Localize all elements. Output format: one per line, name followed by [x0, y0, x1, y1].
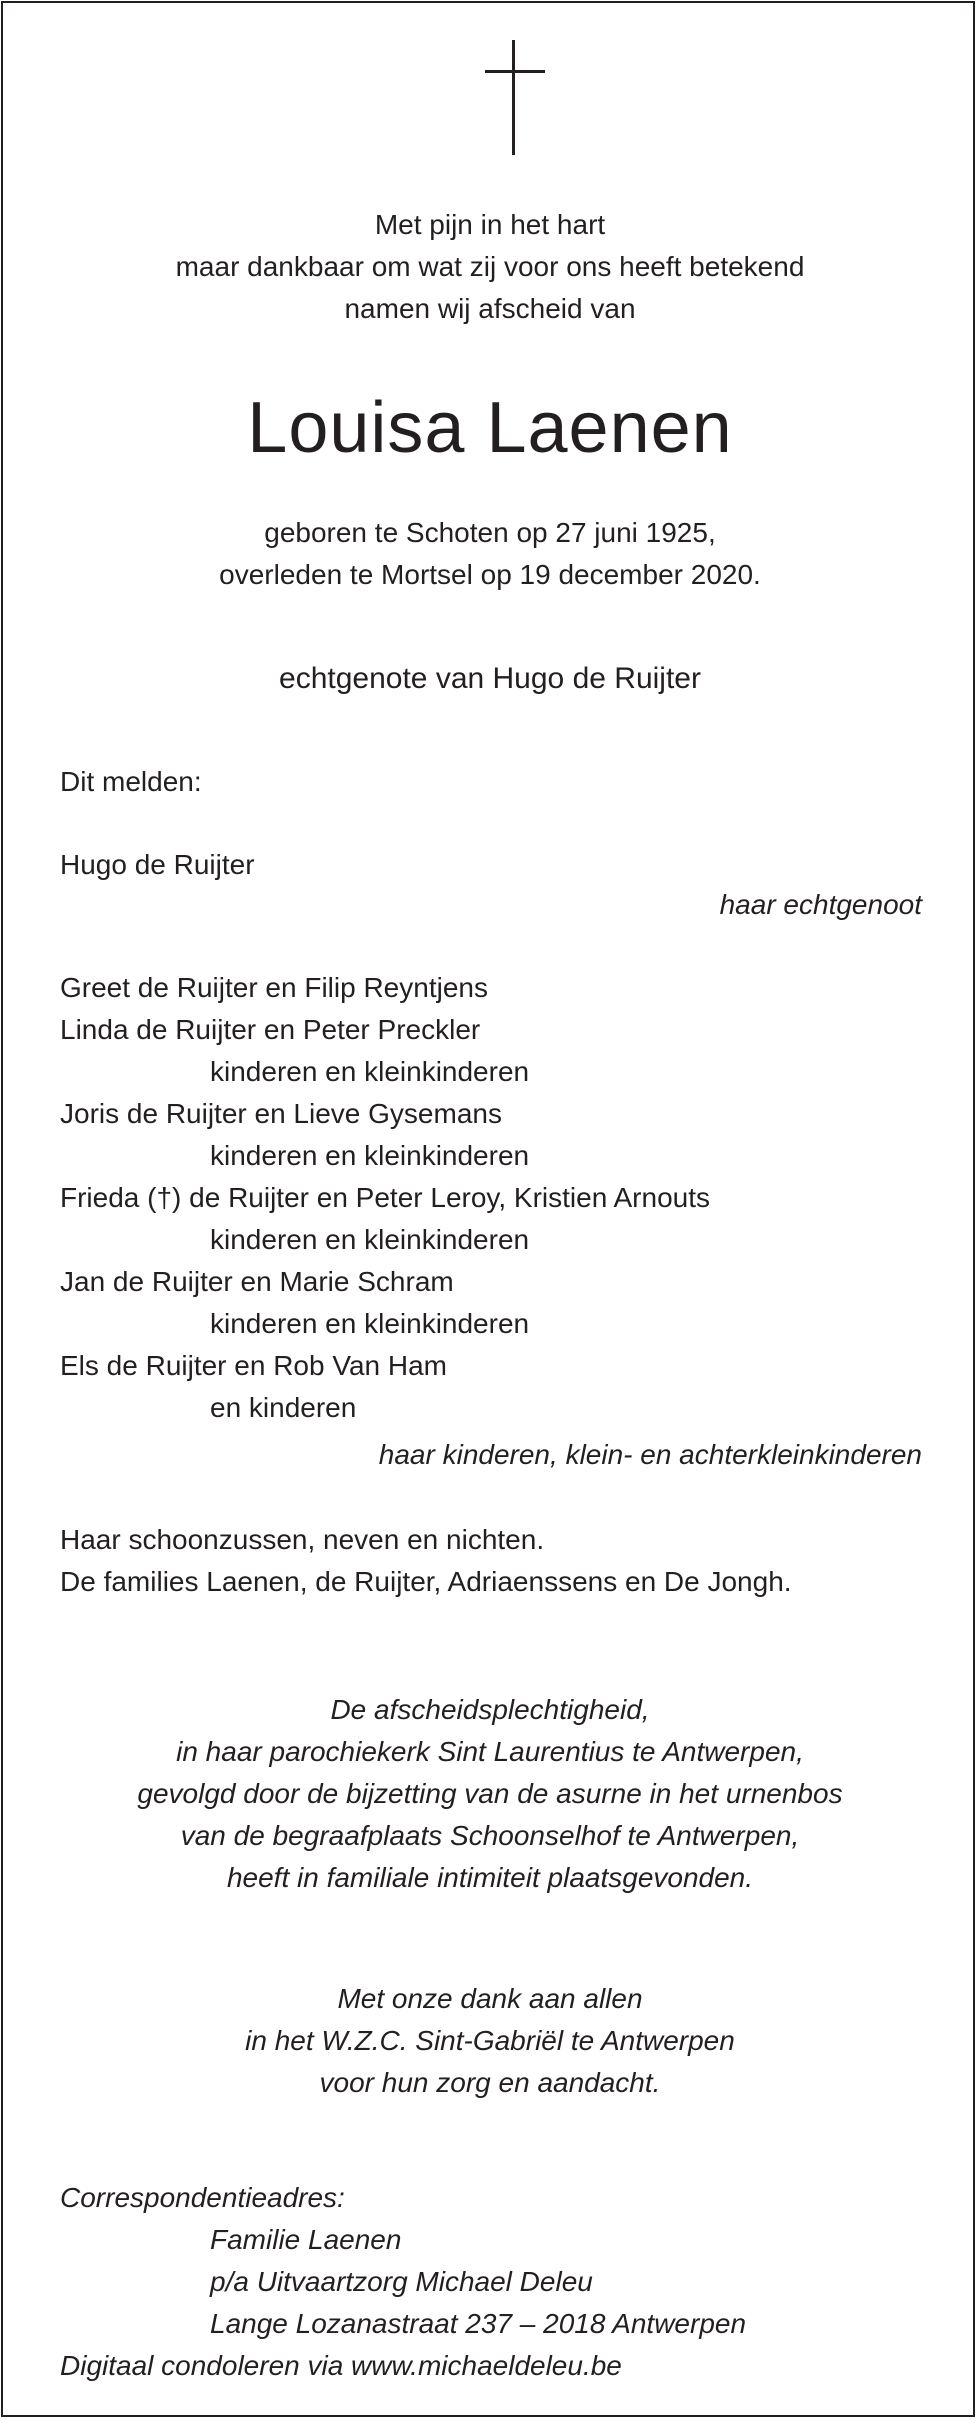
relatives-line-2: De families Laenen, de Ruijter, Adriaenssens en De Jongh.	[60, 1566, 792, 1597]
descendants-note: kinderen en kleinkinderen	[210, 1224, 530, 1255]
descendants-note: kinderen en kleinkinderen	[210, 1140, 530, 1171]
husband-role: haar echtgenoot	[719, 889, 922, 920]
deceased-name: Louisa Laenen	[247, 388, 733, 468]
children-role: haar kinderen, klein- en achterkleinkinderen	[378, 1439, 922, 1470]
ceremony-line-1: De afscheidsplechtigheid,	[330, 1694, 650, 1725]
descendants-note: kinderen en kleinkinderen	[210, 1308, 530, 1339]
child-couple: Linda de Ruijter en Peter Preckler	[60, 1014, 481, 1045]
relatives-line-1: Haar schoonzussen, neven en nichten.	[60, 1524, 545, 1555]
thanks-line-2: in het W.Z.C. Sint-Gabriël te Antwerpen	[245, 2025, 735, 2056]
correspondence-line-2: p/a Uitvaartzorg Michael Deleu	[210, 2266, 593, 2297]
ceremony-line-5: heeft in familiale intimiteit plaatsgevonden.	[226, 1862, 754, 1893]
correspondence-line-1: Familie Laenen	[210, 2224, 402, 2255]
online-condolence-link: Digitaal condoleren via www.michaeldeleu.be	[60, 2350, 622, 2381]
descendants-note: kinderen en kleinkinderen	[210, 1056, 530, 1087]
ceremony-line-2: in haar parochiekerk Sint Laurentius te Antwerpen,	[176, 1736, 804, 1767]
correspondence-line-3: Lange Lozanastraat 237 – 2018 Antwerpen	[210, 2308, 747, 2339]
child-couple: Frieda (†) de Ruijter en Peter Leroy, Kristien Arnouts	[60, 1182, 711, 1213]
cross-icon	[485, 40, 545, 155]
death-line: overleden te Mortsel op 19 december 2020.	[219, 559, 761, 590]
child-couple: Joris de Ruijter en Lieve Gysemans	[60, 1098, 502, 1129]
child-couple: Jan de Ruijter en Marie Schram	[60, 1266, 454, 1297]
child-couple: Greet de Ruijter en Filip Reyntjens	[60, 972, 488, 1003]
child-couple: Els de Ruijter en Rob Van Ham	[60, 1350, 447, 1381]
intro-line-1: Met pijn in het hart	[374, 209, 606, 240]
husband-name: Hugo de Ruijter	[60, 849, 255, 880]
announcers-intro: Dit melden:	[60, 766, 202, 797]
ceremony-line-4: van de begraafplaats Schoonselhof te Antwerpen,	[180, 1820, 800, 1851]
thanks-line-3: voor hun zorg en aandacht.	[319, 2067, 661, 2098]
thanks-line-1: Met onze dank aan allen	[337, 1983, 643, 2014]
correspondence-label: Correspondentieadres:	[60, 2182, 345, 2213]
descendants-note: en kinderen	[210, 1392, 357, 1423]
intro-line-3: namen wij afscheid van	[344, 293, 636, 324]
intro-line-2: maar dankbaar om wat zij voor ons heeft betekend	[175, 251, 805, 282]
spouse-line: echtgenote van Hugo de Ruijter	[279, 662, 701, 695]
ceremony-line-3: gevolgd door de bijzetting van de asurne in het urnenbos	[137, 1778, 843, 1809]
birth-line: geboren te Schoten op 27 juni 1925,	[264, 517, 716, 548]
